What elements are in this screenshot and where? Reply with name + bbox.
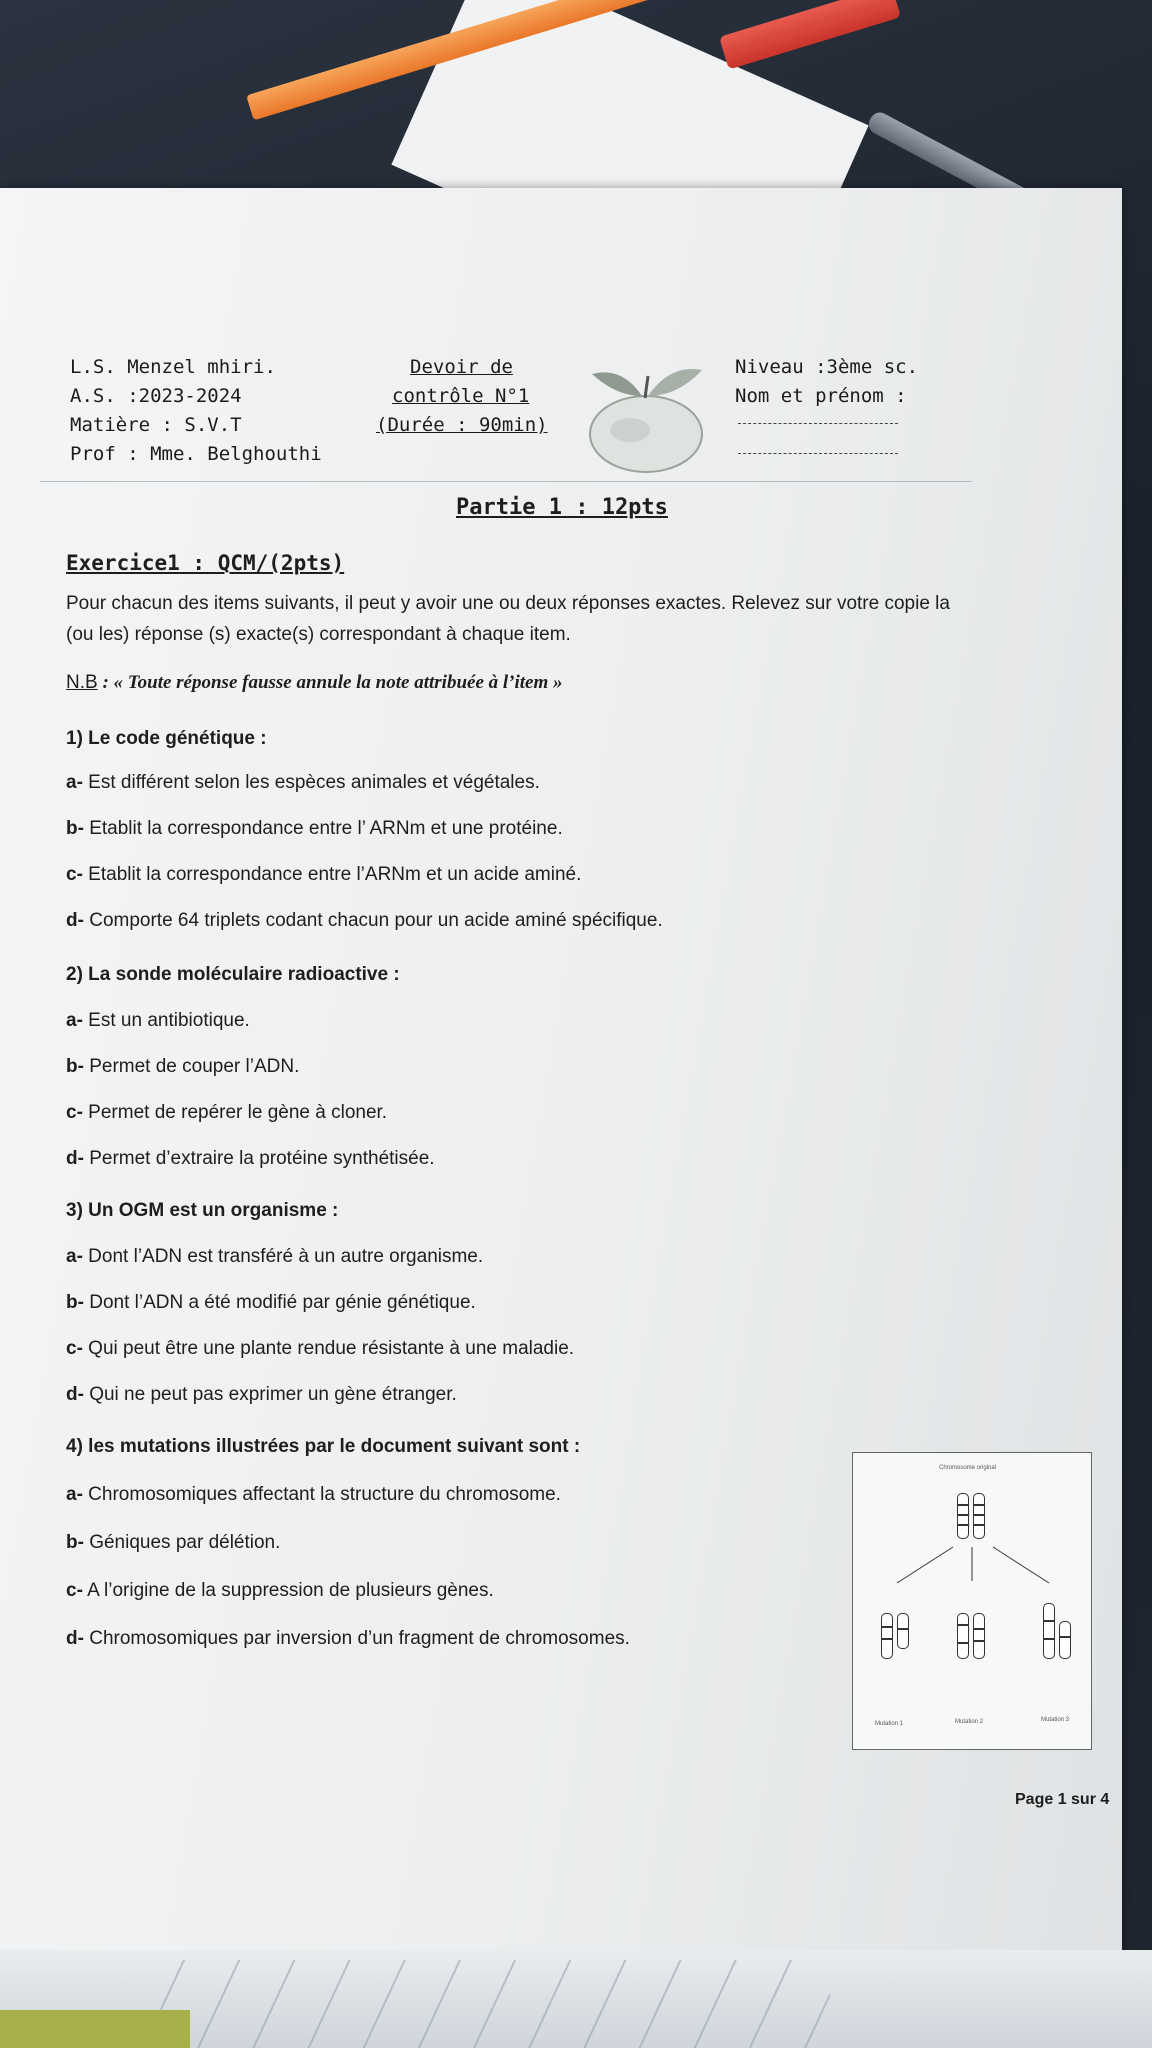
mutation-2-label: Mutation 2 xyxy=(955,1719,984,1725)
question-2-option-a: a- Est un antibiotique. xyxy=(66,1010,250,1031)
mutation-1-chromosome-b xyxy=(897,1613,909,1649)
question-1-option-c: c- Etablit la correspondance entre l’ARNm et un acide aminé. xyxy=(66,864,582,885)
school-name: L.S. Menzel mhiri. xyxy=(70,356,276,378)
question-3-title: 3) Un OGM est un organisme : xyxy=(66,1200,339,1221)
exam-title-line1: Devoir de xyxy=(410,356,513,378)
nb-label: N.B xyxy=(66,672,98,693)
exam-title-line2: contrôle N°1 xyxy=(392,385,530,407)
instructions-line-2: (ou les) réponse (s) exacte(s) correspondant à chaque item. xyxy=(66,624,571,645)
question-2-option-c: c- Permet de repérer le gène à cloner. xyxy=(66,1102,388,1123)
exam-duration: (Durée : 90min) xyxy=(376,414,548,436)
question-2-option-d: d- Permet d’extraire la protéine synthétisée. xyxy=(66,1148,435,1169)
mutation-2-chromosome-a xyxy=(957,1613,969,1659)
question-3-option-b: b- Dont l’ADN a été modifié par génie génétique. xyxy=(66,1292,476,1313)
nota-bene xyxy=(66,672,563,694)
question-3-option-c: c- Qui peut être une plante rendue résistante à une maladie. xyxy=(66,1338,575,1359)
question-4-option-b: b- Géniques par délétion. xyxy=(66,1532,281,1553)
teacher: Prof : Mme. Belghouthi xyxy=(70,443,322,465)
mutation-figure xyxy=(852,1452,1092,1750)
subject: Matière : S.V.T xyxy=(70,414,242,436)
nb-text: : « Toute réponse fausse annule la note attribuée à l’item » xyxy=(97,672,563,693)
mutation-3-chromosome-b xyxy=(1059,1621,1071,1659)
question-3-option-a: a- Dont l’ADN est transféré à un autre organisme. xyxy=(66,1246,484,1267)
question-2-title: 2) La sonde moléculaire radioactive : xyxy=(66,964,400,985)
question-4-option-c: c- A l’origine de la suppression de plusieurs gènes. xyxy=(66,1580,494,1601)
question-4-option-a: a- Chromosomiques affectant la structure du chromosome. xyxy=(66,1484,561,1505)
question-1-option-d: d- Comporte 64 triplets codant chacun pour un acide aminé spécifique. xyxy=(66,910,663,931)
exercise-title: Exercice1 : QCM/(2pts) xyxy=(66,551,345,575)
mutation-3-label: Mutation 3 xyxy=(1041,1717,1070,1723)
figure-arrows xyxy=(853,1453,1091,1749)
instructions-line-1: Pour chacun des items suivants, il peut y avoir une ou deux réponses exactes. Relevez sur votre copie la xyxy=(66,593,950,614)
level: Niveau :3ème sc. xyxy=(735,356,919,378)
mutation-1-label: Mutation 1 xyxy=(875,1721,904,1727)
mutation-1-chromosome-a xyxy=(881,1613,893,1659)
question-1-title: 1) Le code génétique : xyxy=(66,728,267,749)
question-1-option-b: b- Etablit la correspondance entre l’ ARNm et une protéine. xyxy=(66,818,563,839)
part-title: Partie 1 : 12pts xyxy=(456,495,668,520)
bottom-paper-lines xyxy=(130,1960,830,2048)
name-label: Nom et prénom : xyxy=(735,385,907,407)
mutation-2-chromosome-b xyxy=(973,1613,985,1659)
bottom-green-object xyxy=(0,2010,190,2048)
question-4-option-d: d- Chromosomiques par inversion d’un fragment de chromosomes. xyxy=(66,1628,630,1649)
mutation-3-chromosome-a xyxy=(1043,1603,1055,1659)
exam-sheet xyxy=(0,188,1122,1958)
school-year: A.S. :2023-2024 xyxy=(70,385,242,407)
question-4-title: 4) les mutations illustrées par le document suivant sont : xyxy=(66,1436,581,1457)
figure-caption: Chromosome original xyxy=(939,1465,997,1471)
question-1-option-a: a- Est différent selon les espèces animales et végétales. xyxy=(66,772,540,793)
page-number: Page 1 sur 4 xyxy=(1015,1791,1110,1808)
name-line-2 xyxy=(738,452,898,454)
question-2-option-b: b- Permet de couper l’ADN. xyxy=(66,1056,300,1077)
header-divider xyxy=(40,481,972,482)
apple-logo xyxy=(582,356,710,474)
name-line-1 xyxy=(738,422,898,424)
question-3-option-d: d- Qui ne peut pas exprimer un gène étranger. xyxy=(66,1384,457,1405)
